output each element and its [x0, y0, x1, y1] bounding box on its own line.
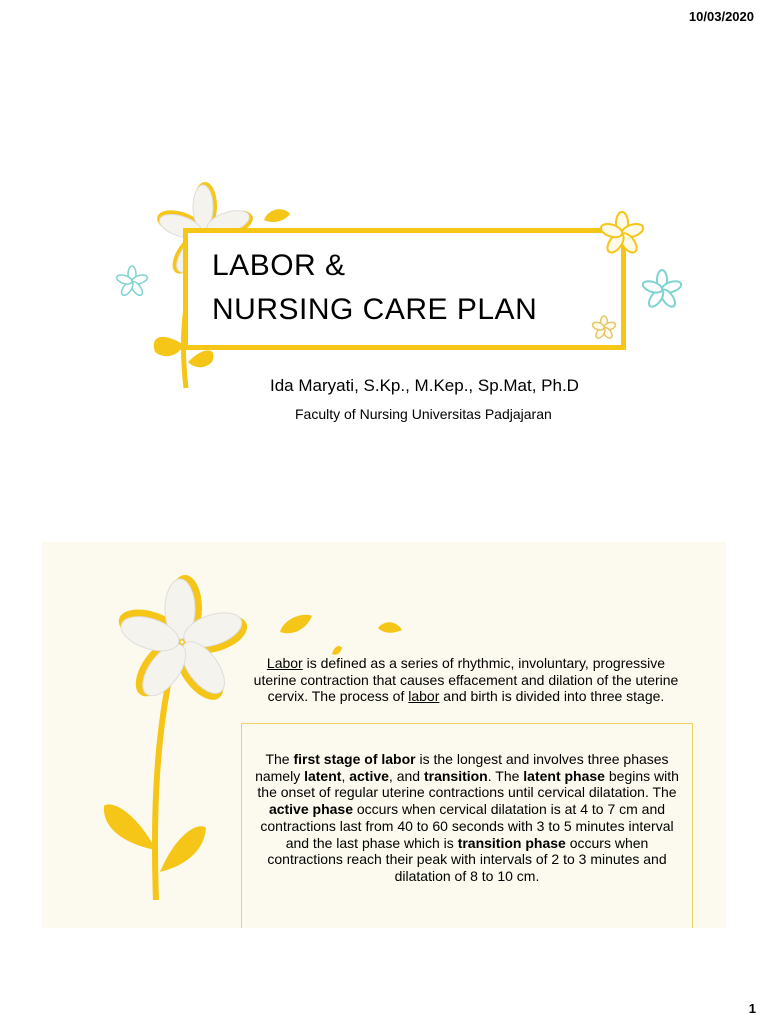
- title-line-1: LABOR &: [212, 249, 346, 282]
- labor-definition: Labor is defined as a series of rhythmic, involuntary, progressive uterine contraction that causes effacement and dilation of the uterine cervix. The process of labor and birth is divided into three stage.: [253, 655, 679, 704]
- author-name: Ida Maryati, S.Kp., M.Kep., Sp.Mat, Ph.D: [270, 376, 579, 395]
- affiliation: Faculty of Nursing Universitas Padjajaran: [295, 406, 552, 422]
- leaf-icon: [278, 612, 314, 636]
- flower-icon: [108, 570, 258, 720]
- leaf-icon: [376, 620, 404, 636]
- first-stage-text: The first stage of labor is the longest and involves three phases namely latent, active, and transition. The latent phase begins with the onset of regular uterine contractions until cervical dilatation. The active phase occurs when cervical dilatation is at 4 to 7 cm and contractions last from 40 to 60 seconds with 3 to 5 minutes interval and the last phase which is transition phase occurs when contractions reach their peak with intervals of 2 to 3 minutes and dilatation of 8 to 10 cm.: [255, 751, 679, 884]
- page-number: 1: [748, 1001, 756, 1016]
- title-line-2: NURSING CARE PLAN: [212, 293, 538, 326]
- date-stamp: 10/03/2020: [688, 9, 754, 24]
